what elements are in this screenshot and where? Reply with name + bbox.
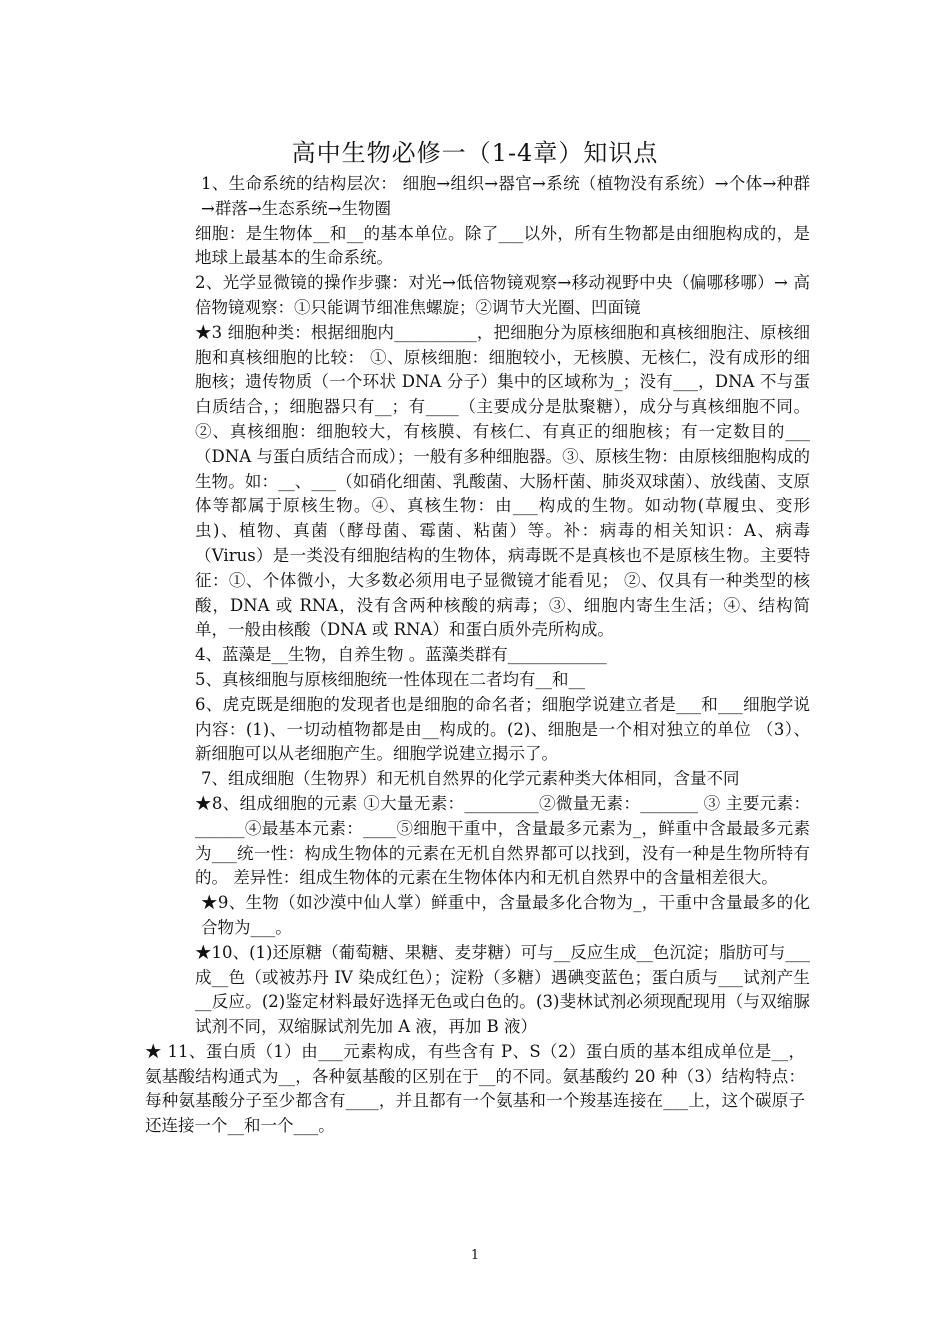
paragraph-5: 4、蓝藻是__生物，自养生物 。蓝藻类群有____________: [195, 645, 607, 665]
paragraph-11: ★10、(1)还原糖（葡萄糖、果糖、麦芽糖）可与__反应生成__色沉淀；脂肪可与___成__色（或被苏丹 IV 染成红色）；淀粉（多糖）遇碘变蓝色；蛋白质与___试剂产生__反应。(2)鉴定材料最好选择无色或白色的。(3)斐林试剂必须现配现用（与双缩脲试剂不同，双缩脲试剂先加 A 液，再加 B 液）: [195, 942, 810, 1037]
paragraph-10: ★9、生物（如沙漠中仙人掌）鲜重中，含量最多化合物为_，干重中含量最多的化合物为___。: [201, 893, 810, 937]
paragraph-6: 5、真核细胞与原核细胞统一性体现在二者均有__和__: [195, 669, 585, 689]
document-body: [145, 172, 810, 1139]
paragraph-4: ★3 细胞种类：根据细胞内__________，把细胞分为原核细胞和真核细胞注、原核细胞和真核细胞的比较： ①、原核细胞：细胞较小，无核膜、无核仁，没有成形的细胞核；遗传物质（一个环状 DNA 分子）集中的区域称为_；没有___，DNA 不与蛋白质结合，；细胞器只有__；有____（主要成分是肽聚糖），成分与真核细胞不同。 ②、真核细胞：细胞较大，有核膜、有核仁、有真正的细胞核；有一定数目的___（DNA 与蛋白质结合而成）；一般有多种细胞器。③、原核生物：由原核细胞构成的生物。如：__、___（如硝化细菌、乳酸菌、大肠杆菌、肺炎双球菌）、放线菌、支原体等都属于原核生物。④、真核生物：由___构成的生物。如动物(草履虫、变形虫)、植物、真菌（酵母菌、霉菌、粘菌）等。补：病毒的相关知识：A、病毒（Virus）是一类没有细胞结构的生物体，病毒既不是真核也不是原核生物。主要特征：①、个体微小，大多数必须用电子显微镜才能看见； ②、仅具有一种类型的核酸，DNA 或 RNA，没有含两种核酸的病毒；③、细胞内寄生生活；④、结构简单，一般由核酸（DNA 或 RNA）和蛋白质外壳所构成。: [195, 322, 810, 640]
paragraph-2: 细胞：是生物体__和__的基本单位。除了___以外，所有生物都是由细胞构成的，是地球上最基本的生命系统。: [195, 223, 810, 268]
paragraph-1: 1、生命系统的结构层次： 细胞→组织→器官→系统（植物没有系统）→个体→种群 →群落→生态系统→生物圈: [201, 174, 810, 218]
page-number: 1: [470, 1248, 480, 1263]
paragraph-3: 2、光学显微镜的操作步骤：对光→低倍物镜观察→移动视野中央（偏哪移哪）→ 高倍物镜观察：①只能调节细准焦螺旋；②调节大光圈、凹面镜: [195, 273, 810, 317]
paragraph-8: 7、组成细胞（生物界）和无机自然界的化学元素种类大体相同，含量不同: [201, 769, 740, 789]
paragraph-7: 6、虎克既是细胞的发现者也是细胞的命名者；细胞学说建立者是___和___细胞学说内容：(1)、一切动植物都是由__构成的。(2)、细胞是一个相对独立的单位 （3）、新细胞可以从老细胞产生。细胞学说建立揭示了。: [195, 694, 810, 764]
paragraph-9: ★8、组成细胞的元素 ①大量无素：_________②微量无素：_______ ③ 主要元素：______④最基本元素：____⑤细胞干重中，含量最多元素为_，鲜重中含最最多元素为___统一性：构成生物体的元素在无机自然界都可以找到，没有一种是生物所特有的。 差异性：组成生物体的元素在生物体体内和无机自然界中的含量相差很大。: [195, 793, 810, 888]
paragraph-12: ★ 11、蛋白质（1）由___元素构成，有些含有 P、S（2）蛋白质的基本组成单位是__，氨基酸结构通式为__，各种氨基酸的区别在于__的不同。氨基酸约 20 种（3）结构特点：每种氨基酸分子至少都含有____，并且都有一个氨基和一个羧基连接在___上，这个碳原子还连接一个__和一个___。: [145, 1041, 805, 1136]
document-title: 高中生物必修一（1-4章）知识点: [291, 139, 659, 167]
